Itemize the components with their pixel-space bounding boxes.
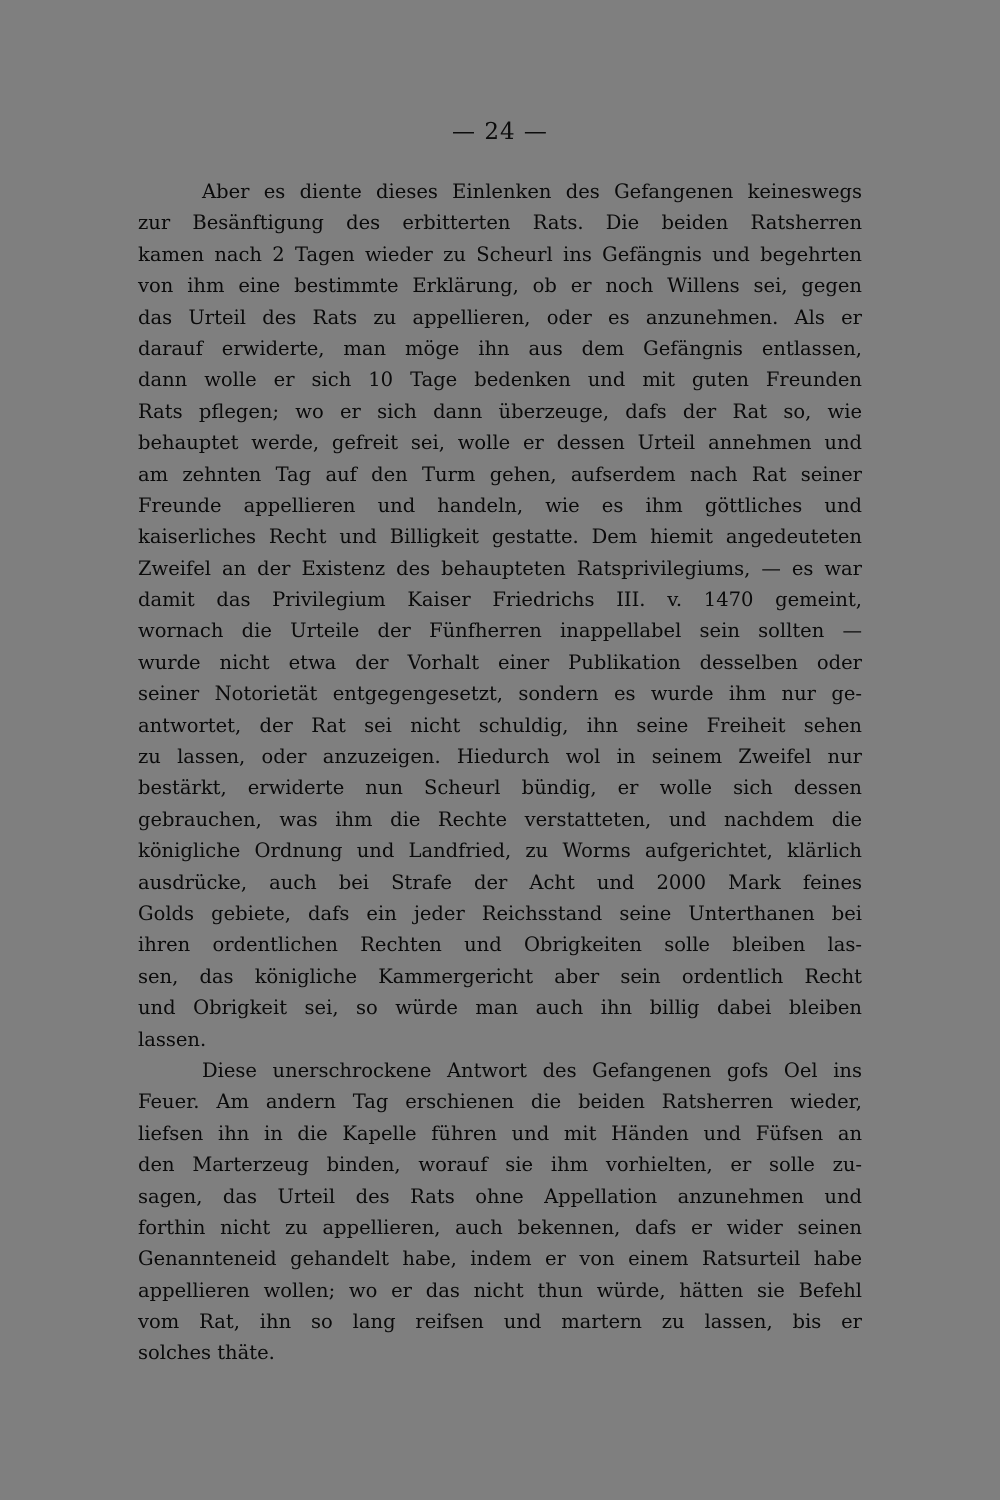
- body-text: [138, 176, 862, 1369]
- text-line: seiner Notorietät entgegengesetzt, sondern es wurde ihm nur ge-: [138, 682, 862, 706]
- text-line: gebrauchen, was ihm die Rechte verstatteten, und nachdem die: [138, 807, 862, 831]
- text-line: königliche Ordnung und Landfried, zu Worms aufgerichtet, klärlich: [138, 839, 862, 863]
- text-line: ihren ordentlichen Rechten und Obrigkeiten solle bleiben las-: [138, 933, 862, 957]
- text-line: am zehnten Tag auf den Turm gehen, aufserdem nach Rat seiner: [138, 462, 862, 486]
- text-line: das Urteil des Rats zu appellieren, oder es anzunehmen. Als er: [138, 305, 862, 329]
- paragraph-1: [138, 176, 862, 1055]
- text-line: damit das Privilegium Kaiser Friedrichs III. v. 1470 gemeint,: [138, 588, 862, 612]
- text-line: den Marterzeug binden, worauf sie ihm vorhielten, er solle zu-: [138, 1153, 862, 1177]
- text-line: Rats pflegen; wo er sich dann überzeuge, dafs der Rat so, wie: [138, 399, 862, 423]
- text-line: und Obrigkeit sei, so würde man auch ihn billig dabei bleiben: [138, 996, 862, 1020]
- text-line: Aber es diente dieses Einlenken des Gefangenen keineswegs: [202, 180, 862, 203]
- text-line: zu lassen, oder anzuzeigen. Hiedurch wol in seinem Zweifel nur: [138, 745, 862, 769]
- text-line: kamen nach 2 Tagen wieder zu Scheurl ins Gefängnis und begehrten: [138, 242, 862, 266]
- text-line: Zweifel an der Existenz des behaupteten Ratsprivilegiums, — es war: [138, 556, 862, 580]
- text-line: wornach die Urteile der Fünfherren inappellabel sein sollten —: [138, 619, 862, 643]
- text-line: wurde nicht etwa der Vorhalt einer Publikation desselben oder: [138, 650, 862, 674]
- text-line: solches thäte.: [138, 1341, 275, 1365]
- text-line: Diese unerschrockene Antwort des Gefangenen gofs Oel ins: [202, 1058, 862, 1082]
- text-line: von ihm eine bestimmte Erklärung, ob er noch Willens sei, gegen: [138, 274, 862, 298]
- text-line: appellieren wollen; wo er das nicht thun würde, hätten sie Befehl: [138, 1278, 862, 1302]
- text-line: dann wolle er sich 10 Tage bedenken und mit guten Freunden: [138, 368, 862, 392]
- text-line: Genannteneid gehandelt habe, indem er von einem Ratsurteil habe: [138, 1247, 862, 1271]
- text-line: Freunde appellieren und handeln, wie es ihm göttliches und: [138, 493, 862, 517]
- text-line: ausdrücke, auch bei Strafe der Acht und 2000 Mark feines: [138, 870, 862, 894]
- text-line: kaiserliches Recht und Billigkeit gestatte. Dem hiemit angedeuteten: [138, 525, 862, 549]
- page-number: — 24 —: [452, 119, 548, 145]
- text-line: vom Rat, ihn so lang reifsen und martern zu lassen, bis er: [138, 1310, 862, 1334]
- text-line: Feuer. Am andern Tag erschienen die beiden Ratsherren wieder,: [138, 1090, 862, 1114]
- text-line: lassen.: [138, 1027, 207, 1051]
- text-line: bestärkt, erwiderte nun Scheurl bündig, er wolle sich dessen: [138, 776, 862, 800]
- text-line: antwortet, der Rat sei nicht schuldig, ihn seine Freiheit sehen: [138, 713, 862, 737]
- text-line: forthin nicht zu appellieren, auch bekennen, dafs er wider seinen: [138, 1215, 862, 1239]
- text-line: Golds gebiete, dafs ein jeder Reichsstand seine Unterthanen bei: [138, 901, 862, 925]
- paragraph-2: [138, 1055, 862, 1369]
- text-line: darauf erwiderte, man möge ihn aus dem Gefängnis entlassen,: [138, 336, 862, 360]
- text-line: liefsen ihn in die Kapelle führen und mit Händen und Füfsen an: [138, 1121, 862, 1145]
- text-line: sen, das königliche Kammergericht aber sein ordentlich Recht: [138, 964, 862, 988]
- text-line: behauptet werde, gefreit sei, wolle er dessen Urteil annehmen und: [138, 431, 862, 455]
- text-line: sagen, das Urteil des Rats ohne Appellation anzunehmen und: [138, 1184, 862, 1208]
- text-line: zur Besänftigung des erbitterten Rats. Die beiden Ratsherren: [138, 211, 862, 235]
